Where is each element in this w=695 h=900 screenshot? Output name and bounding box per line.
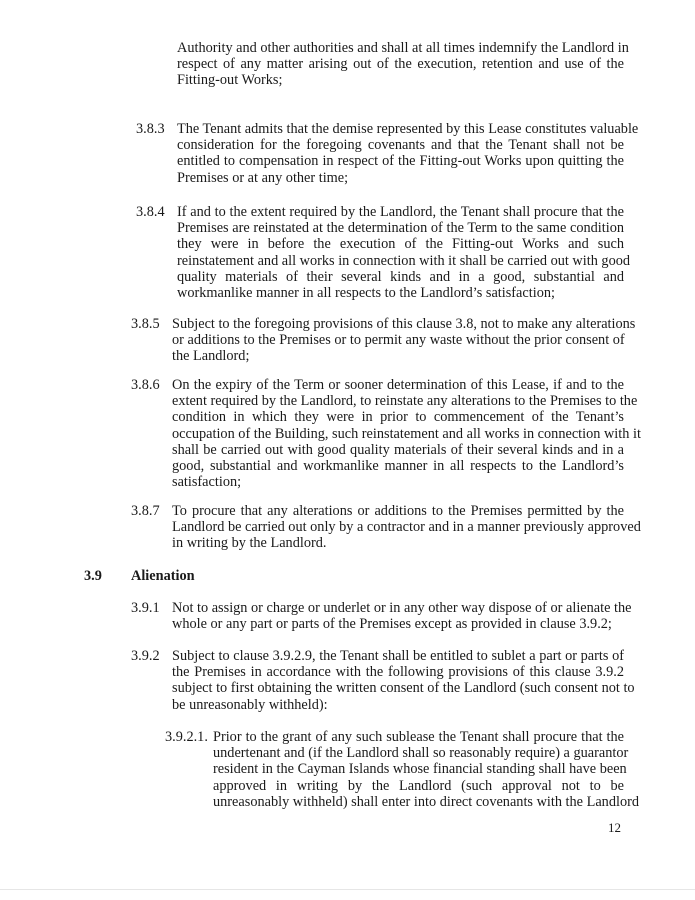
text-line: the Premises in accordance with the following provisions of this clause 3.9.2 xyxy=(172,664,624,681)
clause-number: 3.8.6 xyxy=(131,377,160,393)
text-line: occupation of the Building, such reinstatement and all works in connection with it xyxy=(172,425,641,442)
text-line: Subject to the foregoing provisions of this clause 3.8, not to make any alterations xyxy=(172,316,636,332)
text-line: Landlord be carried out only by a contractor and in a manner previously approved xyxy=(172,519,641,536)
clause-text xyxy=(172,377,641,491)
text-line: condition in which they were in prior to commencement of the Tenant’s xyxy=(172,409,624,426)
text-line: be unreasonably withheld): xyxy=(172,696,328,713)
text-line: Premises are reinstated at the determination of the Term to the same condition xyxy=(177,220,624,237)
text-line: the Landlord; xyxy=(172,348,250,365)
clause-text xyxy=(172,600,632,633)
text-line: Premises or at any other time; xyxy=(177,169,349,186)
text-line: Fitting-out Works; xyxy=(177,72,283,89)
clause-text xyxy=(172,503,641,552)
text-line: Subject to clause 3.9.2.9, the Tenant shall be entitled to sublet a part or parts of xyxy=(172,648,624,664)
text-line: On the expiry of the Term or sooner determination of this Lease, if and to the xyxy=(172,377,624,393)
section-title: Alienation xyxy=(131,568,195,584)
clause-number: 3.8.3 xyxy=(136,121,165,137)
page-bottom-divider xyxy=(0,889,695,890)
text-line: respect of any matter arising out of the execution, retention and use of the xyxy=(177,56,624,73)
clause-number: 3.8.4 xyxy=(136,204,165,220)
clause-number: 3.9.2.1. xyxy=(165,729,208,745)
text-line: unreasonably withheld) shall enter into direct covenants with the Landlord xyxy=(213,793,640,810)
text-line: good, substantial and workmanlike manner in all respects to the Landlord’s xyxy=(172,457,624,474)
text-line: entitled to compensation in respect of the Fitting-out Works upon quitting the xyxy=(177,153,624,170)
clause-text xyxy=(172,316,636,365)
text-line: extent required by the Landlord, to reinstate any alterations to the Premises to the xyxy=(172,393,638,410)
text-line: quality materials of their several kinds and in a good, substantial and xyxy=(177,268,624,285)
clause-number: 3.8.5 xyxy=(131,316,160,332)
text-line: If and to the extent required by the Landlord, the Tenant shall procure that the xyxy=(177,204,624,220)
text-line: resident in the Cayman Islands whose financial standing shall have been xyxy=(213,761,627,778)
text-line: they were in before the execution of the Fitting-out Works and such xyxy=(177,236,624,253)
clause-number: 3.9.2 xyxy=(131,648,160,664)
text-line: workmanlike manner in all respects to the Landlord’s satisfaction; xyxy=(177,284,555,301)
section-number: 3.9 xyxy=(84,568,102,584)
text-line: Prior to the grant of any such sublease the Tenant shall procure that the xyxy=(213,729,624,745)
text-line: in writing by the Landlord. xyxy=(172,535,327,552)
text-line: whole or any part or parts of the Premises except as provided in clause 3.9.2; xyxy=(172,616,612,633)
text-line: undertenant and (if the Landlord shall so reasonably require) a guarantor xyxy=(213,745,629,762)
text-line: or additions to the Premises or to permit any waste without the prior consent of xyxy=(172,332,625,349)
text-line: reinstatement and all works in connection with it shall be carried out with good xyxy=(177,252,631,269)
clause-text xyxy=(213,729,640,810)
text-line: Authority and other authorities and shall at all times indemnify the Landlord in xyxy=(177,40,629,56)
page-number: 12 xyxy=(608,820,621,835)
text-line: Not to assign or charge or underlet or in any other way dispose of or alienate the xyxy=(172,600,632,616)
text-line: To procure that any alterations or additions to the Premises permitted by the xyxy=(172,503,624,519)
clause-number: 3.8.7 xyxy=(131,503,160,519)
text-line: subject to first obtaining the written consent of the Landlord (such consent not to xyxy=(172,680,635,697)
clause-number: 3.9.1 xyxy=(131,600,160,616)
clause-text xyxy=(172,648,635,713)
text-line: consideration for the foregoing covenants and that the Tenant shall not be xyxy=(177,137,624,154)
text-line: shall be carried out with good quality materials of their several kinds and in a xyxy=(172,441,624,458)
text-line: satisfaction; xyxy=(172,474,242,491)
clause-text xyxy=(177,204,631,301)
text-line: approved in writing by the Landlord (such approval not to be xyxy=(213,777,624,794)
clause-text xyxy=(177,121,639,186)
text-line: The Tenant admits that the demise represented by this Lease constitutes valuable xyxy=(177,121,639,137)
continuation-paragraph xyxy=(177,40,629,89)
